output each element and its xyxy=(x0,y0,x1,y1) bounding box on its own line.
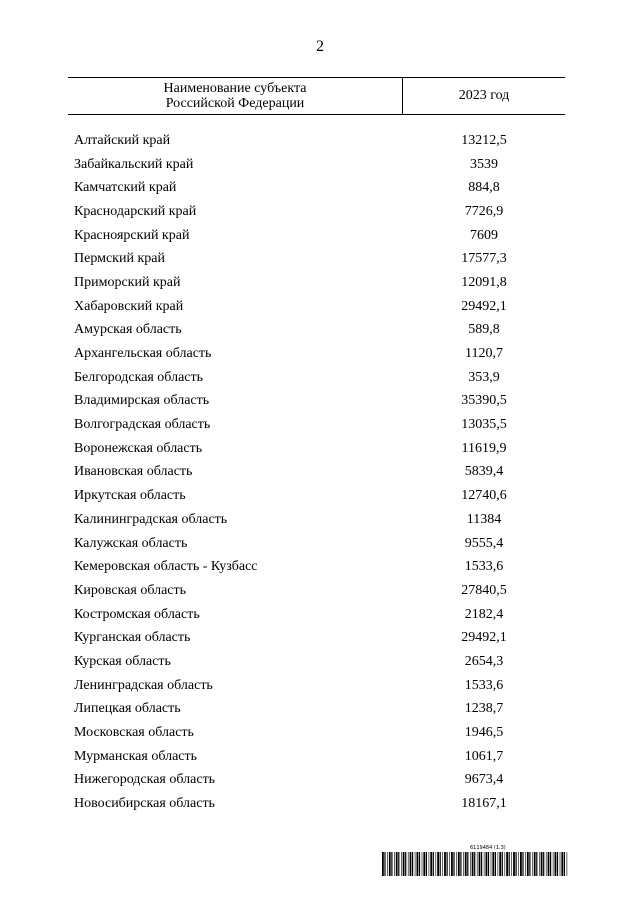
subject-value: 1238,7 xyxy=(464,701,504,717)
subject-value: 1120,7 xyxy=(465,346,503,362)
table-row xyxy=(74,792,565,816)
subject-value: 18167,1 xyxy=(461,796,507,812)
subject-value: 1061,7 xyxy=(464,748,504,764)
subject-value: 5839,4 xyxy=(464,464,504,480)
table-row xyxy=(74,745,565,769)
subject-name: Алтайский край xyxy=(74,132,171,148)
header-subject-name xyxy=(68,78,403,114)
table-row xyxy=(74,674,565,698)
header-subject-line1: Наименование субъекта xyxy=(163,81,307,96)
subject-value: 7609 xyxy=(470,227,498,243)
table-row xyxy=(74,271,565,295)
barcode-block xyxy=(382,845,570,877)
subject-name: Калининградская область xyxy=(74,511,228,527)
subject-name: Краснодарский край xyxy=(74,203,197,219)
subject-name: Приморский край xyxy=(74,274,181,290)
subject-name: Белгородская область xyxy=(74,369,204,385)
table-row xyxy=(74,366,565,390)
subject-value: 9555,4 xyxy=(464,535,504,551)
subject-value: 11619,9 xyxy=(461,440,507,456)
table-row xyxy=(74,769,565,793)
subject-value: 2654,3 xyxy=(464,653,504,669)
subject-name: Иркутская область xyxy=(74,488,186,504)
table-row xyxy=(74,650,565,674)
table-row xyxy=(74,390,565,414)
subject-value: 12740,6 xyxy=(461,488,507,504)
subject-value: 7726,9 xyxy=(464,203,504,219)
subject-value: 29492,1 xyxy=(461,298,507,314)
table-row xyxy=(74,176,565,200)
subject-name: Камчатский край xyxy=(74,180,177,196)
subject-name: Красноярский край xyxy=(74,227,190,243)
subject-value: 589,8 xyxy=(468,322,500,338)
header-subject-line2: Российской Федерации xyxy=(165,96,305,111)
table-row xyxy=(74,721,565,745)
subject-name: Нижегородская область xyxy=(74,772,216,788)
subject-value: 2182,4 xyxy=(464,606,504,622)
table-row xyxy=(74,698,565,722)
page-number: 2 xyxy=(316,38,324,55)
subject-name: Курганская область xyxy=(74,630,191,646)
subject-name: Архангельская область xyxy=(74,346,212,362)
subject-name: Владимирская область xyxy=(74,393,210,409)
subject-name: Липецкая область xyxy=(74,701,181,717)
subject-name: Московская область xyxy=(74,725,194,741)
subject-value: 13035,5 xyxy=(461,417,507,433)
subject-name: Курская область xyxy=(74,653,171,669)
barcode-caption: 6119484 (1.3) xyxy=(470,845,506,851)
subject-value: 3539 xyxy=(470,156,498,172)
table-row xyxy=(74,295,565,319)
subject-name: Ивановская область xyxy=(74,464,193,480)
subject-value: 9673,4 xyxy=(464,772,504,788)
subject-name: Мурманская область xyxy=(74,748,198,764)
subject-value: 1533,6 xyxy=(464,559,504,575)
subject-value: 12091,8 xyxy=(461,274,507,290)
table-body xyxy=(74,129,565,816)
subject-value: 35390,5 xyxy=(461,393,507,409)
subject-value: 29492,1 xyxy=(461,630,507,646)
subject-name: Амурская область xyxy=(74,322,182,338)
barcode-image xyxy=(382,852,570,876)
table-row xyxy=(74,247,565,271)
subject-value: 11384 xyxy=(466,511,502,527)
table-row xyxy=(74,555,565,579)
subject-name: Кировская область xyxy=(74,582,187,598)
subject-value: 17577,3 xyxy=(461,251,507,267)
subject-name: Костромская область xyxy=(74,606,200,622)
header-year: 2023 год xyxy=(458,88,510,103)
table-row xyxy=(74,319,565,343)
subject-value: 1946,5 xyxy=(464,725,504,741)
subject-value: 13212,5 xyxy=(461,132,507,148)
table-row xyxy=(74,484,565,508)
subject-value: 27840,5 xyxy=(461,582,507,598)
subject-name: Пермский край xyxy=(74,251,165,267)
subject-value: 353,9 xyxy=(468,369,500,385)
subject-name: Ленинградская область xyxy=(74,677,213,693)
subject-name: Хабаровский край xyxy=(74,298,184,314)
table-row xyxy=(74,579,565,603)
table-row xyxy=(74,508,565,532)
subject-name: Волгоградская область xyxy=(74,417,211,433)
table-row xyxy=(74,603,565,627)
subject-name: Забайкальский край xyxy=(74,156,194,172)
subject-name: Калужская область xyxy=(74,535,188,551)
table-row xyxy=(74,413,565,437)
table-header xyxy=(68,77,565,115)
table-row xyxy=(74,224,565,248)
table-row xyxy=(74,342,565,366)
table-row xyxy=(74,532,565,556)
subject-name: Воронежская область xyxy=(74,440,203,456)
table-row xyxy=(74,461,565,485)
table-row xyxy=(74,437,565,461)
subject-value: 1533,6 xyxy=(464,677,504,693)
table-row xyxy=(74,626,565,650)
table-row xyxy=(74,200,565,224)
table-row xyxy=(74,153,565,177)
subject-value: 884,8 xyxy=(468,180,500,196)
subject-name: Кемеровская область - Кузбасс xyxy=(74,559,258,575)
subject-name: Новосибирская область xyxy=(74,796,215,812)
table-row xyxy=(74,129,565,153)
